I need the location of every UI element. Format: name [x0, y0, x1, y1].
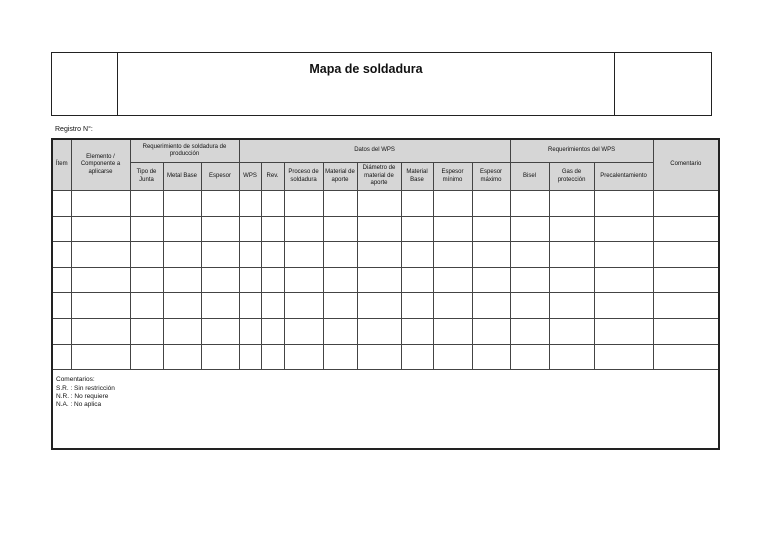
- table-cell[interactable]: [201, 242, 239, 268]
- table-cell[interactable]: [510, 216, 549, 242]
- table-cell[interactable]: [130, 344, 163, 370]
- header-espesor-minimo: Espesor mínimo: [433, 163, 472, 191]
- table-cell[interactable]: [357, 191, 401, 217]
- table-cell[interactable]: [594, 293, 653, 319]
- header-gas-proteccion: Gas de protección: [549, 163, 594, 191]
- table-cell[interactable]: [549, 318, 594, 344]
- table-cell[interactable]: [261, 267, 284, 293]
- table-cell[interactable]: [433, 267, 472, 293]
- table-cell[interactable]: [52, 344, 71, 370]
- table-cell[interactable]: [510, 318, 549, 344]
- table-cell[interactable]: [239, 216, 261, 242]
- table-cell[interactable]: [201, 293, 239, 319]
- table-row: [52, 293, 719, 319]
- header-comentario: Comentario: [653, 139, 719, 191]
- table-cell[interactable]: [163, 318, 201, 344]
- table-cell[interactable]: [510, 191, 549, 217]
- table-cell[interactable]: [52, 267, 71, 293]
- table-cell[interactable]: [653, 318, 719, 344]
- table-cell[interactable]: [549, 191, 594, 217]
- document-title: Mapa de soldadura: [309, 62, 423, 76]
- table-cell[interactable]: [401, 267, 433, 293]
- table-cell[interactable]: [594, 242, 653, 268]
- table-row: [52, 344, 719, 370]
- table-cell[interactable]: [323, 318, 357, 344]
- comments-cell: [52, 370, 719, 450]
- table-row: [52, 216, 719, 242]
- table-cell[interactable]: [52, 242, 71, 268]
- header-tipo-junta: Tipo de Junta: [130, 163, 163, 191]
- table-cell[interactable]: [510, 267, 549, 293]
- table-cell[interactable]: [549, 216, 594, 242]
- header-rev: Rev.: [261, 163, 284, 191]
- table-cell[interactable]: [433, 242, 472, 268]
- table-cell[interactable]: [261, 191, 284, 217]
- table-cell[interactable]: [653, 344, 719, 370]
- table-cell[interactable]: [261, 318, 284, 344]
- table-cell[interactable]: [163, 344, 201, 370]
- header-metal-base: Metal Base: [163, 163, 201, 191]
- header-group-requerimiento-produccion: Requerimiento de soldadura de producción: [130, 139, 239, 163]
- table-cell[interactable]: [130, 242, 163, 268]
- table-cell[interactable]: [433, 216, 472, 242]
- table-cell[interactable]: [653, 242, 719, 268]
- table-cell[interactable]: [130, 293, 163, 319]
- table-cell[interactable]: [71, 216, 130, 242]
- table-cell[interactable]: [239, 344, 261, 370]
- table-cell[interactable]: [284, 216, 323, 242]
- table-cell[interactable]: [401, 293, 433, 319]
- table-cell[interactable]: [401, 318, 433, 344]
- table-cell[interactable]: [433, 344, 472, 370]
- header-group-datos-wps: Datos del WPS: [239, 139, 510, 163]
- table-cell[interactable]: [401, 216, 433, 242]
- table-cell[interactable]: [201, 344, 239, 370]
- comment-line-nr: N.R. : No requiere: [56, 393, 109, 401]
- table-cell[interactable]: [401, 191, 433, 217]
- table-cell[interactable]: [130, 318, 163, 344]
- table-cell[interactable]: [163, 293, 201, 319]
- header-bisel: Bisel: [510, 163, 549, 191]
- table-cell[interactable]: [163, 216, 201, 242]
- table-cell[interactable]: [52, 216, 71, 242]
- comment-line-na: N.A. : No aplica: [56, 401, 102, 409]
- table-cell[interactable]: [472, 318, 510, 344]
- header-item: Ítem: [52, 139, 71, 191]
- table-row: [52, 318, 719, 344]
- header-proceso-soldadura: Proceso de soldadura: [284, 163, 323, 191]
- table-cell[interactable]: [653, 267, 719, 293]
- header-diametro-material-aporte: Diámetro de material de aporte: [357, 163, 401, 191]
- table-row: [52, 191, 719, 217]
- table-cell[interactable]: [323, 242, 357, 268]
- document-header: [51, 52, 712, 116]
- table-cell[interactable]: [323, 293, 357, 319]
- comments-row: [52, 370, 719, 450]
- table-cell[interactable]: [284, 318, 323, 344]
- table-cell[interactable]: [433, 293, 472, 319]
- table-cell[interactable]: [472, 267, 510, 293]
- table-cell[interactable]: [401, 242, 433, 268]
- table-cell[interactable]: [261, 242, 284, 268]
- table-cell[interactable]: [163, 267, 201, 293]
- table-cell[interactable]: [549, 293, 594, 319]
- header-precalentamiento: Precalentamiento: [594, 163, 653, 191]
- table-cell[interactable]: [594, 318, 653, 344]
- table-cell[interactable]: [163, 191, 201, 217]
- table-cell[interactable]: [201, 267, 239, 293]
- table-cell[interactable]: [472, 344, 510, 370]
- header-right-cell: [614, 53, 711, 115]
- table-cell[interactable]: [357, 318, 401, 344]
- table-cell[interactable]: [472, 293, 510, 319]
- header-espesor: Espesor: [201, 163, 239, 191]
- table-cell[interactable]: [52, 191, 71, 217]
- table-cell[interactable]: [239, 293, 261, 319]
- header-elemento: Elemento / Componente a aplicarse: [71, 139, 130, 191]
- table-cell[interactable]: [284, 191, 323, 217]
- table-cell[interactable]: [357, 267, 401, 293]
- table-cell[interactable]: [472, 191, 510, 217]
- table-cell[interactable]: [323, 344, 357, 370]
- table-cell[interactable]: [71, 344, 130, 370]
- table-cell[interactable]: [510, 344, 549, 370]
- table-cell[interactable]: [323, 216, 357, 242]
- table-cell[interactable]: [594, 216, 653, 242]
- table-cell[interactable]: [284, 293, 323, 319]
- table-cell[interactable]: [357, 242, 401, 268]
- table-cell[interactable]: [239, 267, 261, 293]
- table-cell[interactable]: [357, 216, 401, 242]
- table-cell[interactable]: [239, 191, 261, 217]
- table-cell[interactable]: [261, 293, 284, 319]
- table-cell[interactable]: [510, 293, 549, 319]
- table-cell[interactable]: [71, 242, 130, 268]
- table-cell[interactable]: [323, 191, 357, 217]
- table-cell[interactable]: [653, 293, 719, 319]
- table-cell[interactable]: [71, 267, 130, 293]
- table-cell[interactable]: [201, 191, 239, 217]
- table-cell[interactable]: [284, 267, 323, 293]
- table-cell[interactable]: [594, 191, 653, 217]
- table-cell[interactable]: [239, 318, 261, 344]
- comment-line-sr: S.R. : Sin restricción: [56, 384, 115, 392]
- table-cell[interactable]: [71, 293, 130, 319]
- table-cell[interactable]: [510, 242, 549, 268]
- header-espesor-maximo: Espesor máximo: [472, 163, 510, 191]
- table-cell[interactable]: [594, 267, 653, 293]
- table-cell[interactable]: [549, 344, 594, 370]
- table-cell[interactable]: [472, 242, 510, 268]
- table-cell[interactable]: [653, 216, 719, 242]
- table-body: [52, 191, 719, 450]
- table-cell[interactable]: [239, 242, 261, 268]
- table-cell[interactable]: [284, 344, 323, 370]
- table-cell[interactable]: [130, 267, 163, 293]
- table-cell[interactable]: [472, 216, 510, 242]
- table-cell[interactable]: [357, 293, 401, 319]
- table-cell[interactable]: [357, 344, 401, 370]
- table-row: [52, 242, 719, 268]
- table-cell[interactable]: [52, 293, 71, 319]
- header-wps: WPS: [239, 163, 261, 191]
- table-cell[interactable]: [201, 318, 239, 344]
- table-cell[interactable]: [71, 191, 130, 217]
- table-cell[interactable]: [594, 344, 653, 370]
- table-cell[interactable]: [71, 318, 130, 344]
- table-cell[interactable]: [433, 318, 472, 344]
- table-cell[interactable]: [261, 216, 284, 242]
- table-cell[interactable]: [653, 191, 719, 217]
- registro-label: Registro N°:: [55, 126, 93, 133]
- table-cell[interactable]: [549, 242, 594, 268]
- logo-placeholder: [52, 53, 118, 115]
- table-cell[interactable]: [284, 242, 323, 268]
- comments-label: Comentarios:: [56, 376, 95, 384]
- table-cell[interactable]: [163, 242, 201, 268]
- table-cell[interactable]: [401, 344, 433, 370]
- table-row: [52, 267, 719, 293]
- header-material-aporte: Material de aporte: [323, 163, 357, 191]
- table-cell[interactable]: [261, 344, 284, 370]
- header-group-requerimientos-wps: Requerimientos del WPS: [510, 139, 653, 163]
- table-cell[interactable]: [130, 216, 163, 242]
- table-cell[interactable]: [201, 216, 239, 242]
- table-cell[interactable]: [130, 191, 163, 217]
- table-cell[interactable]: [549, 267, 594, 293]
- table-cell[interactable]: [433, 191, 472, 217]
- header-material-base: Material Base: [401, 163, 433, 191]
- table-cell[interactable]: [52, 318, 71, 344]
- table-cell[interactable]: [323, 267, 357, 293]
- welding-map-table: [51, 138, 720, 450]
